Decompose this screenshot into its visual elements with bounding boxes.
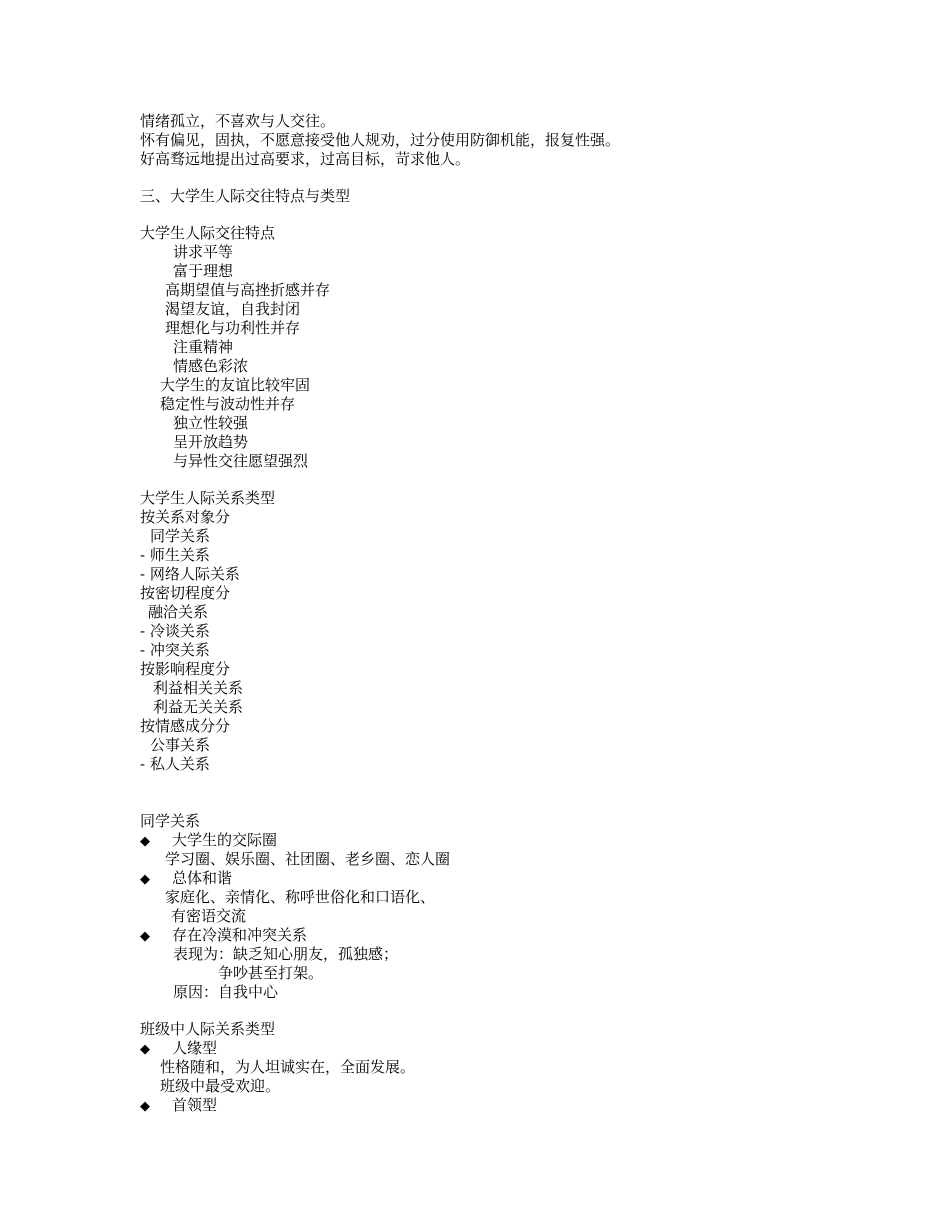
feature-item: 讲求平等 xyxy=(173,243,234,261)
bullet-line xyxy=(140,926,920,945)
feature-item: 理想化与功利性并存 xyxy=(165,319,301,337)
bullet-text: 家庭化、亲情化、称呼世俗化和口语化、 xyxy=(165,888,436,906)
bullet-line xyxy=(140,1039,920,1058)
section-heading: 三、大学生人际交往特点与类型 xyxy=(140,187,351,205)
bullet-text: 争吵甚至打架。 xyxy=(218,964,324,982)
bullet-text: 原因：自我中心 xyxy=(173,983,279,1001)
feature-item: 稳定性与波动性并存 xyxy=(160,395,296,413)
diamond-bullet-icon: ◆ xyxy=(140,834,150,849)
types-category: 按关系对象分 xyxy=(140,508,231,526)
spacer xyxy=(140,774,920,812)
types-category: 按密切程度分 xyxy=(140,584,231,602)
feature-item: 高期望值与高挫折感并存 xyxy=(165,281,331,299)
types-category: 按影响程度分 xyxy=(140,660,231,678)
feature-item: 注重精神 xyxy=(173,338,234,356)
bullet-title: 大学生的交际圈 xyxy=(172,831,278,849)
feature-item: 独立性较强 xyxy=(173,414,249,432)
classmates-heading: 同学关系 xyxy=(140,812,201,830)
types-item: 公事关系 xyxy=(150,736,211,754)
feature-item: 情感色彩浓 xyxy=(173,357,249,375)
diamond-bullet-icon: ◆ xyxy=(140,929,150,944)
feature-item: 呈开放趋势 xyxy=(173,433,249,451)
types-item: - 私人关系 xyxy=(140,755,210,773)
feature-item: 渴望友谊，自我封闭 xyxy=(165,300,301,318)
types-category: 按情感成分分 xyxy=(140,717,231,735)
types-item: - 冷谈关系 xyxy=(140,622,210,640)
feature-item: 大学生的友谊比较牢固 xyxy=(160,376,311,394)
bullet-title: 首领型 xyxy=(172,1096,218,1114)
types-item: 融洽关系 xyxy=(148,603,209,621)
types-item: 利益无关关系 xyxy=(153,698,244,716)
bullet-title: 总体和谐 xyxy=(172,869,233,887)
intro-line: 情绪孤立，不喜欢与人交往。 xyxy=(140,112,336,130)
types-item: 同学关系 xyxy=(150,527,211,545)
types-item: - 冲突关系 xyxy=(140,641,210,659)
spacer xyxy=(140,169,920,187)
types-item: - 师生关系 xyxy=(140,546,210,564)
diamond-bullet-icon: ◆ xyxy=(140,1042,150,1057)
bullet-text: 表现为：缺乏知心朋友，孤独感； xyxy=(173,945,399,963)
types-item: - 网络人际关系 xyxy=(140,565,240,583)
bullet-line xyxy=(140,869,920,888)
document-body xyxy=(140,112,920,1115)
bullet-text: 有密语交流 xyxy=(171,907,247,925)
spacer xyxy=(140,471,920,489)
intro-line: 好高骛远地提出过高要求，过高目标，苛求他人。 xyxy=(140,150,471,168)
bullet-title: 存在冷漠和冲突关系 xyxy=(172,926,308,944)
bullet-text: 学习圈、娱乐圈、社团圈、老乡圈、恋人圈 xyxy=(165,850,451,868)
bullet-line xyxy=(140,1096,920,1115)
bullet-line xyxy=(140,831,920,850)
diamond-bullet-icon: ◆ xyxy=(140,1099,150,1114)
features-heading: 大学生人际交往特点 xyxy=(140,224,276,242)
bullet-text: 性格随和，为人坦诚实在，全面发展。 xyxy=(160,1058,416,1076)
types-heading: 大学生人际关系类型 xyxy=(140,489,276,507)
diamond-bullet-icon: ◆ xyxy=(140,872,150,887)
bullet-text: 班级中最受欢迎。 xyxy=(160,1077,281,1095)
spacer xyxy=(140,1002,920,1020)
intro-line: 怀有偏见，固执，不愿意接受他人规劝，过分使用防御机能，报复性强。 xyxy=(140,131,621,149)
types-item: 利益相关关系 xyxy=(153,679,244,697)
spacer xyxy=(140,206,920,224)
bullet-title: 人缘型 xyxy=(172,1039,218,1057)
feature-item: 富于理想 xyxy=(173,262,234,280)
feature-item: 与异性交往愿望强烈 xyxy=(173,452,309,470)
class-types-heading: 班级中人际关系类型 xyxy=(140,1020,276,1038)
